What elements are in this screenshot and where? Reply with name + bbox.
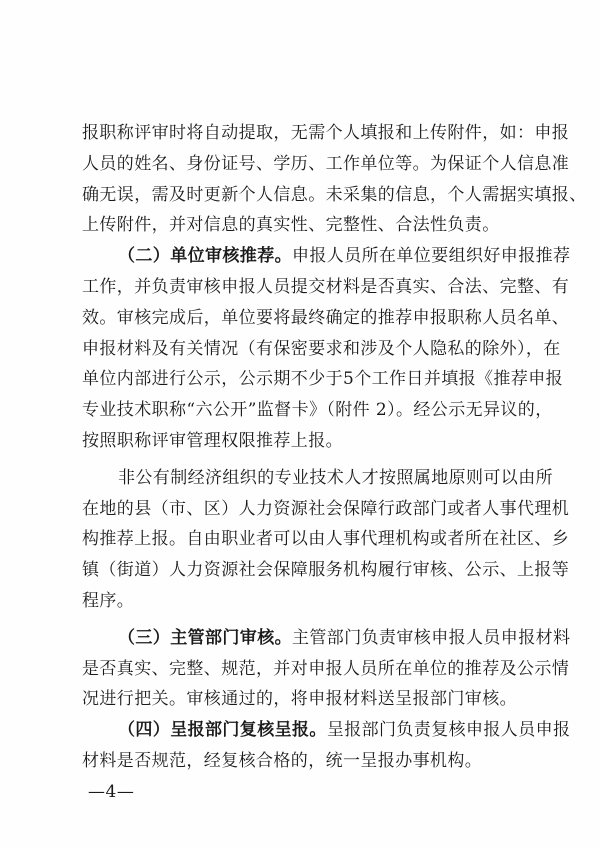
text-line: 报职称评审时将自动提取，无需个人填报和上传附件，如：申报 bbox=[82, 123, 570, 143]
text-line: 程序。 bbox=[82, 590, 135, 611]
text-run: 主管部门负责审核申报人员申报材料 bbox=[292, 627, 571, 648]
text-line: 工作，并负责审核申报人员提交材料是否真实、合法、完整、有 bbox=[82, 276, 570, 297]
body-text bbox=[82, 118, 587, 777]
section-heading: （三）主管部门审核。 bbox=[118, 627, 292, 648]
text-line: 效。审核完成后，单位要将最终确定的推荐申报职称人员名单、 bbox=[82, 307, 570, 328]
section-heading: （四）呈报部门复核呈报。 bbox=[118, 720, 327, 741]
text-line: 非公有制经济组织的专业技术人才按照属地原则可以由所 bbox=[118, 467, 553, 488]
text-run: 申报人员所在单位要组织好申报推荐 bbox=[292, 246, 571, 267]
text-run: 呈报部门负责复核申报人员申报 bbox=[326, 720, 571, 741]
page-number: —4— bbox=[88, 782, 135, 802]
text-line bbox=[82, 623, 571, 654]
text-line bbox=[82, 241, 571, 272]
text-line: 人员的姓名、身份证号、学历、工作单位等。为保证个人信息准 bbox=[82, 153, 570, 174]
text-line: 申报材料及有关情况（有保密要求和涉及个人隐私的除外），在 bbox=[82, 338, 561, 359]
text-line: 况进行把关。审核通过的，将申报材料送呈报部门审核。 bbox=[82, 689, 517, 710]
section-heading: （二）单位审核推荐。 bbox=[118, 246, 292, 267]
text-line: 确无误，需及时更新个人信息。未采集的信息，个人需据实填报、 bbox=[82, 184, 587, 205]
text-line: 构推荐上报。自由职业者可以由人事代理机构或者所在社区、乡 bbox=[82, 529, 570, 550]
text-line: 按照职称评审管理权限推荐上报。 bbox=[82, 430, 343, 451]
text-line: 材料是否规范，经复核合格的，统一呈报办事机构。 bbox=[82, 750, 483, 771]
text-line: 上传附件，并对信息的真实性、完整性、合法性负责。 bbox=[82, 215, 500, 236]
text-line bbox=[82, 715, 571, 746]
text-line: 专业技术职称“六公开”监督卡》（附件 2）。经公示无异议的， bbox=[82, 400, 553, 421]
text-line: 是否真实、完整、规范，并对申报人员所在单位的推荐及公示情 bbox=[82, 658, 570, 679]
text-line: 单位内部进行公示，公示期不少于5个工作日并填报《推荐申报 bbox=[82, 369, 564, 390]
text-line: 镇（街道）人力资源社会保障服务机构履行审核、公示、上报等 bbox=[82, 560, 570, 581]
text-line: 在地的县（市、区）人力资源社会保障行政部门或者人事代理机 bbox=[82, 498, 570, 519]
